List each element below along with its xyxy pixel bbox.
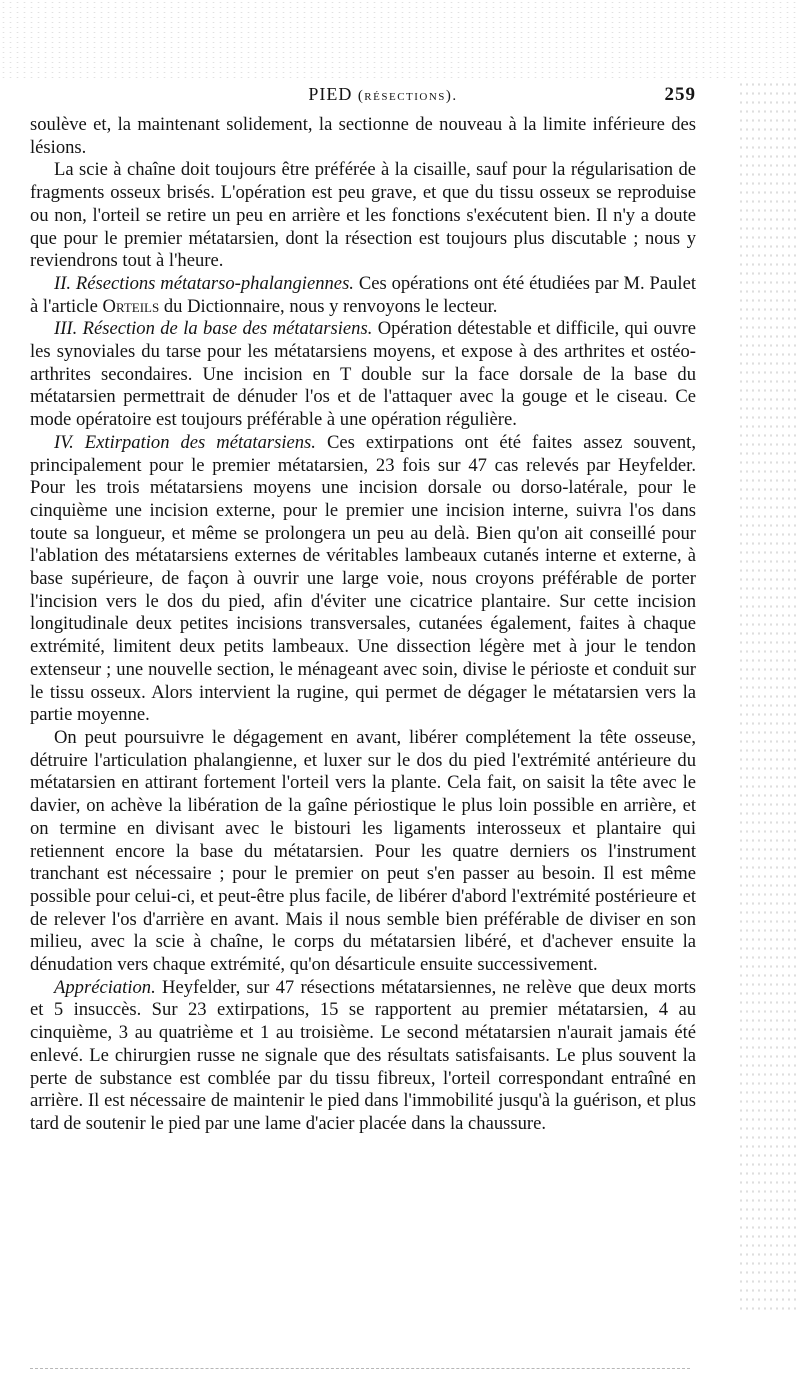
page-number: 259	[664, 84, 696, 105]
scan-noise-margin	[738, 80, 800, 1310]
scan-noise-top	[0, 0, 800, 80]
book-page	[30, 84, 696, 1136]
scan-noise-bottom	[30, 1368, 690, 1371]
running-head-main: PIED	[308, 84, 353, 104]
running-head	[30, 84, 696, 112]
paragraph-text: Ces extirpations ont été faites assez souvent, principalement pour le premier métatarsien, 23 fois sur 47 cas relevés par Heyfelder. Pour les trois métatarsiens moyens une incision dorsale ou dorso-latérale, pour le cinquième une incision externe, pour le premier une incision interne, suivra l'os dans toute sa longueur, et même se prolongera un peu au delà. Bien qu'on ait conseillé pour l'ablation des métatarsiens externes de véritables lambeaux cutanés interne et externe, à base supérieure, de façon à ouvrir une large voie, nous croyons préférable de porter l'incision vers le dos du pied, afin d'éviter une cicatrice plantaire. Sur cette incision longitudinale deux petites incisions transversales, cutanées également, faites à chaque extrémité, limitent deux petits lambeaux. Une dissection légère met à jour le tendon extenseur ; une nouvelle section, le ménageant avec soin, divise le périoste et conduit sur le tissu osseux. Alors intervient la rugine, qui permet de dégager le métatarsien vers la partie moyenne.	[30, 431, 696, 726]
running-head-subtitle: (résections).	[357, 88, 458, 104]
body-text	[30, 114, 696, 1136]
paragraph-section-iii	[30, 318, 696, 432]
section-heading: III. Résection de la base des métatarsiens.	[54, 318, 373, 340]
paragraph-text: Ces opérations ont été étudiées par M. Paulet à l'article	[30, 272, 696, 317]
section-heading: IV. Extirpation des métatarsiens.	[54, 431, 316, 453]
cross-reference: Orteils	[102, 295, 160, 317]
paragraph-text: La scie à chaîne doit toujours être préférée à la cisaille, sauf pour la régularisation de fragments osseux brisés. L'opération est peu grave, et que du tissu osseux se reproduise ou non, l'orteil se retire un peu en arrière et les fonctions s'exécutent bien. Il n'y a doute que pour le premier métatarsien, dont la résection est toujours plus discutable ; nous y reviendrons tout à l'heure.	[30, 159, 696, 272]
section-heading: II. Résections métatarso-phalangiennes.	[54, 272, 354, 294]
paragraph-text: du Dictionnaire, nous y renvoyons le lecteur.	[159, 295, 498, 317]
running-head-title	[268, 84, 457, 105]
paragraph-text: On peut poursuivre le dégagement en avant, libérer complétement la tête osseuse, détruire l'articulation phalangienne, et luxer sur le dos du pied l'extrémité antérieure du métatarsien en attirant fortement l'orteil vers la plante. Cela fait, on saisit la tête avec le davier, on achève la libération de la gaîne périostique le plus loin possible en arrière, et on termine en divisant avec le bistouri les ligaments interosseux et plantaire qui retiennent encore la base du métatarsien. Pour les quatre derniers os l'instrument tranchant est nécessaire ; pour le premier on peut s'en passer au besoin. Il est même possible pour celui-ci, et peut-être plus facile, de libérer d'abord l'extrémité postérieure et de relever l'os d'arrière en avant. Mais il nous semble bien préférable de diviser en son milieu, avec la scie à chaîne, le corps du métatarsien libéré, et d'achever ensuite la dénudation vers chaque extrémité, qu'on désarticule ensuite successivement.	[30, 726, 696, 976]
paragraph-section-iv	[30, 432, 696, 727]
paragraph-text: Heyfelder, sur 47 résections métatarsiennes, ne relève que deux morts et 5 insuccès. Sur 23 extirpations, 15 se rapportent au premier métatarsien, 4 au cinquième, 3 au quatrième et 1 au troisième. Le second métatarsien n'aurait jamais été enlevé. Le chirurgien russe ne signale que des résultats satisfaisants. Le plus souvent la perte de substance est comblée par du tissu fibreux, l'orteil correspondant entraîné en arrière. Il est nécessaire de maintenir le pied dans l'immobilité jusqu'à la guérison, et plus tard de soutenir le pied par une lame d'acier placée dans la chaussure.	[30, 976, 696, 1134]
paragraph-continuation	[30, 114, 696, 159]
paragraph-text: soulève et, la maintenant solidement, la sectionne de nouveau à la limite inférieure des lésions.	[30, 114, 696, 158]
paragraph-chain-saw	[30, 159, 696, 273]
paragraph-text: Opération détestable et difficile, qui ouvre les synoviales du tarse pour les métatarsiens moyens, et expose à des arthrites et ostéo-arthrites secondaires. Une incision en T double sur la face dorsale de la base du métatarsien permettrait de dénuder l'os et de l'attaquer avec la gouge et le ciseau. Ce mode opératoire est toujours préférable à une opération régulière.	[30, 318, 696, 431]
paragraph-degagement	[30, 727, 696, 977]
section-heading: Appréciation.	[54, 976, 156, 998]
paragraph-appreciation	[30, 977, 696, 1136]
paragraph-section-ii	[30, 273, 696, 318]
